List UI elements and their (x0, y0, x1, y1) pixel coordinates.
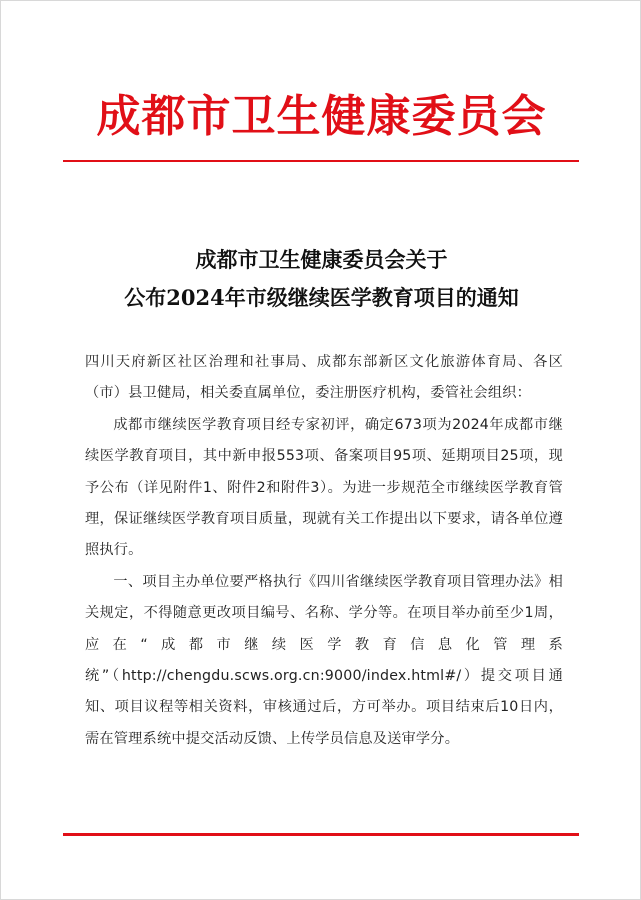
paragraph-2: 一、项目主办单位要严格执行《四川省继续医学教育项目管理办法》相关规定，不得随意更改项目编号、名称、学分等。在项目举办前至少1周，应在“成都市继续医学教育信息化管理系统”（http://chengdu.scws.org.cn:9000/index.html#/）提交项目通知、项目议程等相关资料，审核通过后，方可举办。项目结束后10日内，需在管理系统中提交活动反馈、上传学员信息及送审学分。 (85, 573, 563, 747)
salutation: 四川天府新区社区治理和社事局、成都东部新区文化旅游体育局、各区（市）县卫健局，相关委直属单位，委注册医疗机构，委管社会组织： (85, 354, 563, 402)
paragraph-1: 成都市继续医学教育项目经专家初评，确定673项为2024年成都市继续医学教育项目，其中新申报553项、备案项目95项、延期项目25项，现予公布（详见附件1、附件2和附件3）。为进一步规范全市继续医学教育管理，保证继续医学教育项目质量，现就有关工作提出以下要求，请各单位遵照执行。 (85, 416, 563, 559)
footer-red-rule (63, 833, 579, 836)
letterhead-red-rule (63, 160, 579, 162)
notice-title-line-2: 公布2024年市级继续医学教育项目的通知 (124, 285, 519, 310)
notice-body (85, 347, 563, 755)
notice-title-line-1: 成都市卫生健康委员会关于 (195, 247, 448, 272)
letterhead-title: 成都市卫生健康委员会 (96, 91, 547, 142)
